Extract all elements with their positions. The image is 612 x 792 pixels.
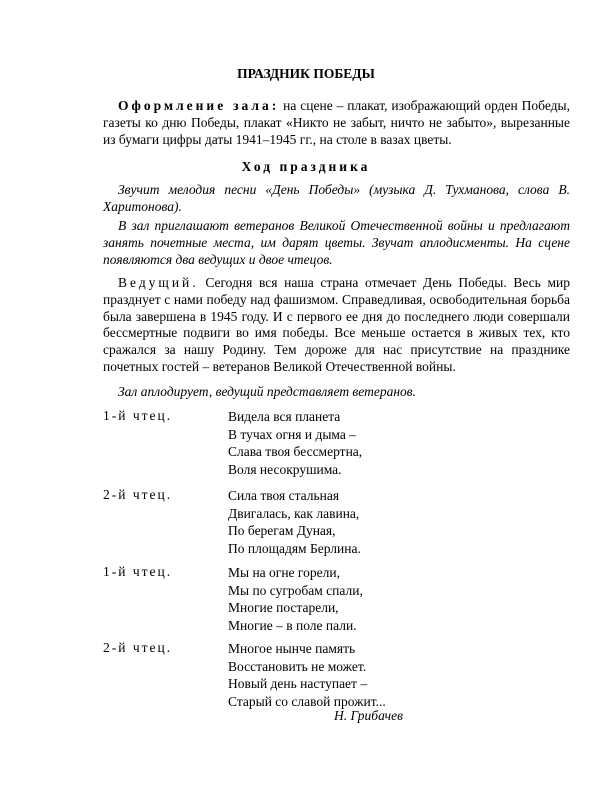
verse-line: Сила твоя стальная bbox=[228, 488, 340, 503]
verse-line: Многое нынче память bbox=[228, 641, 356, 656]
decoration-label: Оформление зала: bbox=[118, 98, 280, 113]
stage-direction-applause: Зал аплодирует, ведущий представляет ветеранов. bbox=[118, 384, 417, 399]
verse-line: Мы на огне горели, bbox=[228, 565, 340, 580]
verse-line: Новый день наступает – bbox=[228, 676, 368, 691]
verse-line: Видела вся планета bbox=[228, 409, 341, 424]
verse-line: Мы по сугробам спали, bbox=[228, 582, 363, 598]
reader-label: 1-й чтец. bbox=[103, 408, 173, 423]
verse-line: Восстановить не может. bbox=[228, 658, 367, 674]
stage-direction-veterans: В зал приглашают ветеранов Великой Отечественной войны и предлагают занять почетные места, им дарят цветы. Звучат аплодисменты. На сцене появляются два ведущих и двое чтецов. bbox=[103, 218, 570, 267]
page-title: ПРАЗДНИК ПОБЕДЫ bbox=[237, 66, 375, 81]
verse-line: Многие – в поле пали. bbox=[228, 617, 357, 633]
verse-line: Многие постарели, bbox=[228, 600, 339, 615]
section-heading: Ход праздника bbox=[241, 159, 371, 174]
host-label: Ведущий. bbox=[118, 275, 199, 290]
verse-lines bbox=[228, 408, 362, 478]
decoration-text: на сцене – плакат, изображающий орден Победы, газеты ко дню Победы, плакат «Никто не забыт, ничто не забыто», вырезанные из бумаги цифры даты 1941–1945 гг., на столе в вазах цветы. bbox=[103, 98, 570, 147]
verse-lines bbox=[228, 564, 363, 634]
verse-lines bbox=[228, 487, 361, 557]
reader-label: 2-й чтец. bbox=[103, 487, 173, 502]
reader-label: 1-й чтец. bbox=[103, 564, 173, 579]
reader-label: 2-й чтец. bbox=[103, 640, 173, 655]
host-paragraph bbox=[103, 275, 570, 376]
stage-direction-music: Звучит мелодия песни «День Победы» (музыка Д. Тухманова, слова В. Харитонова). bbox=[103, 182, 570, 214]
verse-line: Слава твоя бессмертна, bbox=[228, 444, 363, 459]
verse-line: По площадям Берлина. bbox=[228, 540, 361, 556]
verse-line: Двигалась, как лавина, bbox=[228, 505, 360, 521]
verse-line: По берегам Дуная, bbox=[228, 523, 336, 538]
poem-author: Н. Грибачев bbox=[334, 708, 403, 723]
verse-line: В тучах огня и дыма – bbox=[228, 426, 356, 442]
verse-lines bbox=[228, 640, 386, 710]
host-text: Сегодня вся наша страна отмечает День Победы. Весь мир празднует с нами победу над фашизмом. Справедливая, освободительная борьба была завершена в 1945 году. И с первого ее дня до последнего люди совершали бессмертные подвиги во имя победы. Все меньше остается в живых тех, кто сражался за нашу Родину. Тем дороже для нас присутствие на празднике почетных гостей – ветеранов Великой Отечественной войны. bbox=[103, 275, 570, 374]
decoration-paragraph bbox=[103, 98, 570, 148]
verse-line: Старый со славой прожит... bbox=[228, 693, 386, 709]
verse-line: Воля несокрушима. bbox=[228, 461, 342, 477]
